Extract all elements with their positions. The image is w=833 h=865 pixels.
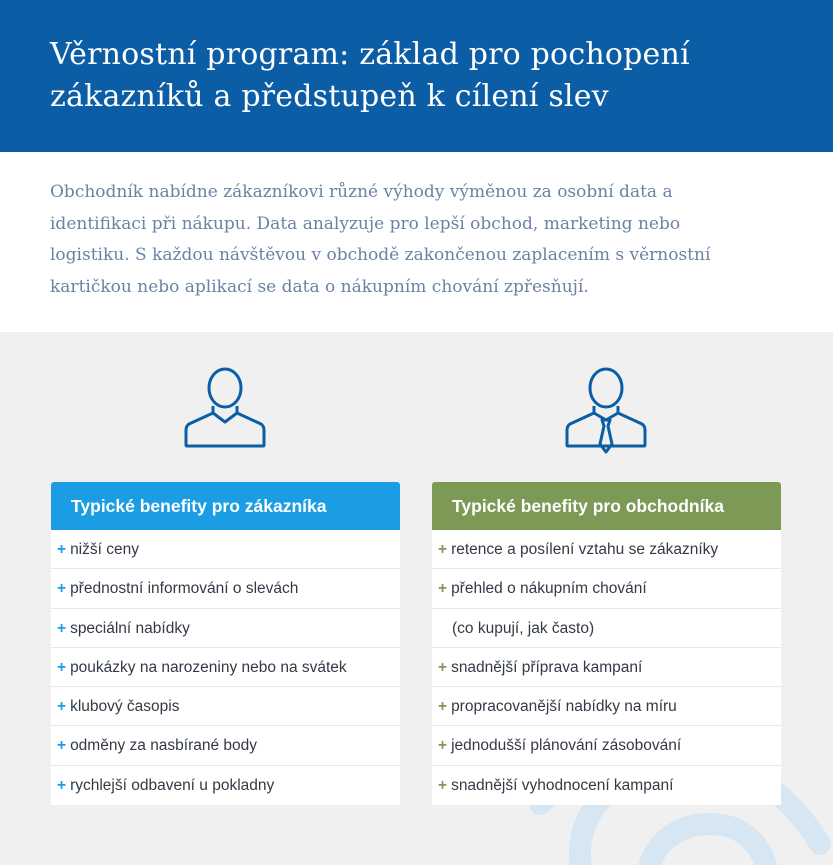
plus-icon: + — [57, 580, 67, 598]
list-item-label: retence a posílení vztahu se zákazníky — [451, 541, 719, 558]
list-item-label: nižší ceny — [70, 541, 139, 558]
list-item — [51, 648, 400, 687]
plus-icon: + — [438, 737, 448, 755]
list-item-label: přednostní informování o slevách — [70, 580, 299, 598]
benefits-panel — [0, 332, 833, 865]
customer-benefits-heading: Typické benefity pro zákazníka — [51, 482, 400, 530]
title-line-2: zákazníků a předstupeň k cílení slev — [50, 79, 609, 114]
list-item — [51, 530, 400, 569]
list-item-label: rychlejší odbavení u pokladny — [70, 776, 275, 794]
list-item-label: speciální nabídky — [70, 619, 190, 637]
intro-section — [0, 152, 833, 332]
intro-text: Obchodník nabídne zákazníkovi různé výhody výměnou za osobní data a identifikaci při nákupu. Data analyzuje pro lepší obchod, marketing nebo logistiku. S každou návštěvou v obchodě zakončenou zaplacením s věrnostní kartičkou nebo aplikací se data o nákupním chování zpřesňují. — [50, 182, 711, 297]
plus-icon: + — [438, 580, 448, 598]
list-item — [432, 766, 781, 805]
plus-icon: + — [438, 776, 448, 794]
title-line-1: Věrnostní program: základ pro pochopení — [50, 37, 690, 72]
plus-icon: + — [438, 541, 448, 558]
customer-benefits-list — [51, 530, 400, 805]
plus-icon: + — [57, 776, 67, 794]
plus-icon: + — [57, 619, 67, 637]
page-title — [50, 34, 783, 118]
list-item-label: propracovanější nabídky na míru — [451, 698, 677, 716]
list-item-label: klubový časopis — [70, 698, 180, 716]
businessman-icon — [564, 366, 648, 456]
list-item-label: přehled o nákupním chování — [451, 580, 647, 598]
list-item — [432, 569, 781, 608]
list-item-continuation — [432, 609, 781, 648]
list-item — [432, 530, 781, 569]
person-icon — [183, 366, 267, 456]
list-item-label: snadnější vyhodnocení kampaní — [451, 776, 674, 794]
list-item — [432, 687, 781, 726]
list-item — [51, 726, 400, 765]
merchant-benefits-heading: Typické benefity pro obchodníka — [432, 482, 781, 530]
list-item — [51, 569, 400, 608]
merchant-benefits-card — [432, 482, 781, 805]
plus-icon: + — [438, 658, 448, 676]
plus-icon: + — [57, 658, 67, 676]
list-item-label: odměny za nasbírané body — [70, 737, 258, 755]
plus-icon: + — [57, 541, 67, 558]
merchant-benefits-list — [432, 530, 781, 805]
list-item — [51, 766, 400, 805]
customer-benefits-card — [51, 482, 400, 805]
list-item-label: (co kupují, jak často) — [452, 619, 595, 637]
list-item — [51, 687, 400, 726]
plus-icon: + — [438, 698, 448, 716]
plus-icon: + — [57, 737, 67, 755]
header — [0, 0, 833, 152]
list-item — [432, 726, 781, 765]
list-item — [432, 648, 781, 687]
plus-icon: + — [57, 698, 67, 716]
list-item — [51, 609, 400, 648]
list-item-label: jednodušší plánování zásobování — [451, 737, 682, 755]
list-item-label: snadnější příprava kampaní — [451, 658, 643, 676]
list-item-label: poukázky na narozeniny nebo na svátek — [70, 658, 347, 676]
